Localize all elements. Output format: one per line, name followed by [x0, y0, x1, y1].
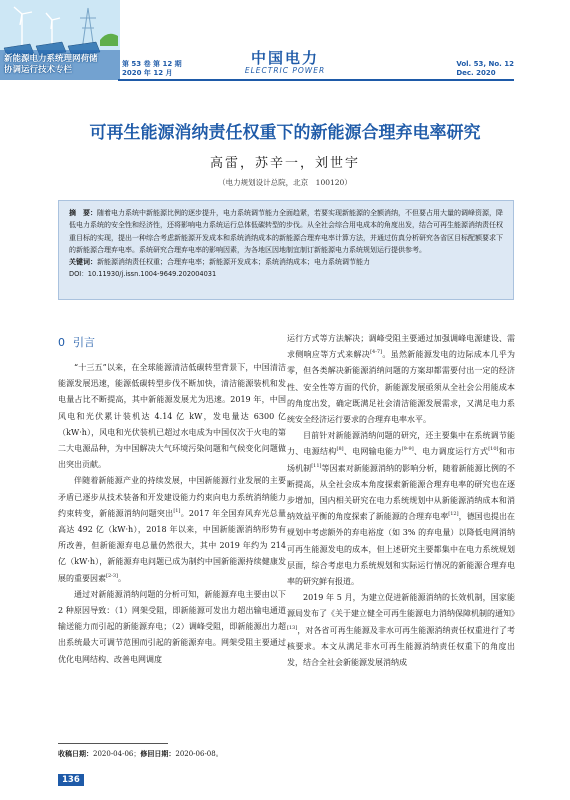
journal-name-cn: 中国电力	[250, 49, 319, 67]
doi[interactable]	[69, 268, 503, 280]
paragraph: 通过对新能源消纳问题的分析可知，新能源弃电主要由以下 2 种原因导致：（1）网架受阻，即新能源可发出力超出输电通道输送能力而引起的新能源弃电；（2）调峰受阻，即新能源出力超出系统最大可调节范围而引起的新能源弃电。网架受阻主要通过优化电网结构、改善电网调度	[58, 589, 286, 664]
paragraph-text: 。	[117, 573, 126, 583]
paragraph-text: 运行方式等方法解决；调峰受阻主要通过加强调峰电源建设、需求侧响应等方式来解决	[287, 334, 515, 360]
footnote-rule	[58, 743, 168, 744]
received-date: 2020-04-06	[93, 750, 134, 758]
article-title: 可再生能源消纳责任权重下的新能源合理弃电率研究	[89, 123, 481, 143]
keywords-label: 关键词：	[69, 258, 97, 267]
paragraph-text: 、电网输电能力	[343, 447, 402, 457]
column-badge-line1: 新能源电力系统理网荷储	[4, 54, 98, 64]
keywords-text: 新能源消纳责任权重；合理弃电率；新能源开发成本；系统消纳成本；电力系统调节能力	[97, 258, 370, 267]
header-rule	[118, 79, 514, 81]
body-left-column	[58, 334, 286, 668]
issue-date-cn: 2020 年 12 月	[122, 69, 173, 77]
author-affiliation: （电力规划设计总院，北京 100120）	[218, 178, 352, 187]
section-number: 0	[58, 336, 65, 349]
revised-label: 修回日期：	[140, 749, 176, 758]
citation[interactable]: [13]	[287, 624, 298, 631]
article-authors: 高雷，苏辛一，刘世宇	[209, 156, 360, 171]
paragraph-text: 2019 年 5 月，为建立促进新能源消纳的长效机制，国家能源局发布了《关于建立健全可再生能源电力消纳保障机制的通知》	[287, 593, 519, 619]
volume-issue-en: Vol. 53, No. 12	[456, 60, 514, 68]
paragraph-text: 和市场机制	[287, 447, 516, 473]
doi-text[interactable]: DOI：10.11930/j.issn.1004-9649.202004031	[69, 270, 217, 279]
paragraph-text: 。2017 年全国弃风弃光总量高达 492 亿（kW·h），2018 年以来，中国新能源消纳形势有所改善，但新能源弃电总量仍然很大，其中 2019 年约为 214 亿（kW·h），新能源弃电问题已成为制约中国新能源持续健康发展的重要因素	[58, 508, 286, 583]
page-number: 136	[58, 774, 84, 786]
keywords-line	[69, 256, 503, 268]
abstract-text: 随着电力系统中新能源比例的逐步提升，电力系统调节能力全面趋紧，若要实现新能源的全额消纳，不但要占用大量的调峰资源，降低电力系统的安全性和经济性，还将影响电力系统运行总体低碳转型的步伐。从全社会综合用电成本的角度出发，结合可再生能源消纳责任权重目标的实现，提出一种综合考虑新能源开发成本和系统消纳成本的新能源合理弃电率计算方法，并通过仿真分析研究各省区目标配额要求下的新能源合理弃电率。系统研究合理弃电率的影响因素，为各地区因地制宜制订新能源电力系统规划运行提供参考。	[69, 209, 503, 254]
paragraph-text: ，德国也提出在规划中考虑额外的弃电裕度（如 3% 的弃电量）以降低电网消纳可再生能源发电的成本，但上述研究主要都集中在电力系统规划层面，综合考虑电力系统规划和实际运行情况的新能源合理弃电率的研究鲜有报道。	[287, 512, 516, 587]
section-title: 引言	[73, 336, 95, 349]
revised-date: 2020-06-08。	[175, 750, 223, 758]
volume-issue-cn: 第 53 卷 第 12 期	[122, 60, 182, 68]
citation[interactable]: [9-9]	[401, 446, 414, 453]
received-dates: 收稿日期：2020-04-06；修回日期：2020-06-08。	[58, 749, 223, 758]
paragraph-text: 。虽然新能源发电的边际成本几乎为零，但各类解决新能源消纳问题的方案却都需要付出一定的经济性、安全性等方面的代价，新能源发展亟须从全社会公用能成本的角度出发，确定既满足社会清洁能源发展需求，又满足电力系统安全经济运行要求的合理弃电率水平。	[287, 350, 516, 425]
paragraph: “十三五”以来，在全球能源清洁低碳转型背景下，中国清洁能源发展迅速，能源低碳转型步伐不断加快，清洁能源装机和发电量占比不断提高，其中新能源发展尤为迅速。2019 年，中国风电和光伏累计装机达 4.14 亿 kW，发电量达 6300 亿（kW·h），风电和光伏装机已超过水电成为中国仅次于火电的第二大电源品种，为中国解决大气环境污染问题和气候变化问题做出突出贡献。	[58, 363, 286, 470]
column-badge-line2: 协调运行技术专栏	[4, 65, 73, 75]
journal-header	[0, 0, 570, 78]
citation[interactable]: [12]	[448, 511, 459, 518]
citation[interactable]: [10]	[488, 446, 499, 453]
section-heading	[58, 334, 286, 352]
abstract-paragraph	[69, 207, 503, 256]
abstract-label: 摘 要：	[69, 209, 97, 217]
citation[interactable]: [11]	[311, 462, 322, 469]
paragraph	[58, 473, 286, 586]
body-right-column	[287, 331, 519, 671]
citation[interactable]: [2-3]	[106, 572, 118, 579]
abstract-box	[58, 200, 514, 300]
paragraph-text: 等因素对新能源消纳的影响分析，随着新能源比例的不断提高，从全社会成本角度探索新能源合理弃电率的研究也在逐步增加，国内相关研究在电力系统规划中从新能源消纳成本和消纳效益平衡的角度探索了新能源的合理弃电率	[287, 463, 516, 522]
received-label: 收稿日期：	[58, 749, 93, 758]
citation[interactable]: [1]	[173, 507, 181, 514]
paragraph	[287, 331, 515, 428]
paragraph-text: ，对各省可再生能源及非水可再生能源消纳责任权重进行了考核要求。本文从满足非水可再生能源消纳责任权重下的角度出发，结合全社会新能源发展消纳成	[287, 625, 515, 668]
paragraph-text: 伴随着新能源产业的持续发展，中国新能源行业发展的主要矛盾已逐步从技术装备和开发建设能力约束向电力系统消纳能力约束转变，新能源消纳问题突出	[58, 476, 286, 518]
citation[interactable]: [4-7]	[370, 349, 383, 356]
paragraph-text: 、电力调度运行方式	[413, 447, 489, 457]
paragraph-text: 目前针对新能源消纳问题的研究，还主要集中在系统调节能力、电源结构	[287, 431, 515, 457]
paragraph	[287, 428, 515, 590]
issue-date-en: Dec. 2020	[456, 69, 496, 77]
paragraph	[287, 590, 519, 671]
issue-info-en	[456, 60, 514, 78]
citation[interactable]: [8]	[336, 446, 344, 453]
journal-name-en: ELECTRIC POWER	[244, 66, 326, 75]
